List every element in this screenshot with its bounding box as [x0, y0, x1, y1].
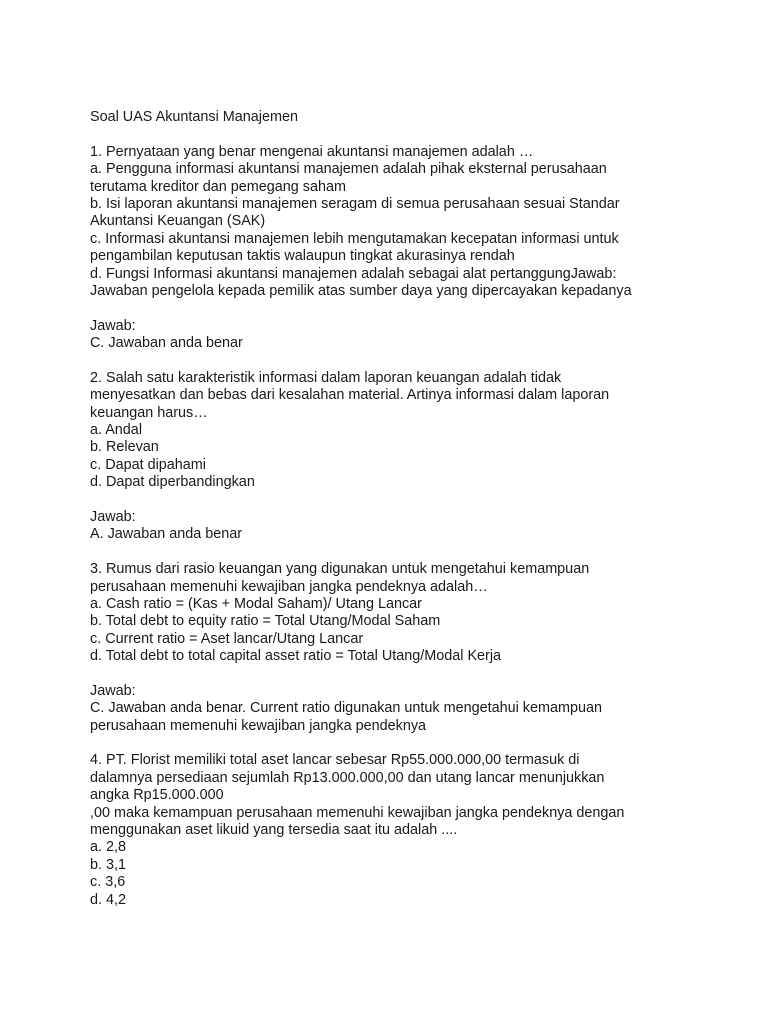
spacer: [90, 735, 760, 752]
option-b: b. Relevan: [90, 439, 159, 456]
option-a: a. Andal: [90, 422, 143, 439]
question-text-continued: dalamnya persediaan sejumlah Rp13.000.000,00 dan utang lancar menunjukkan: [90, 769, 605, 786]
spacer: [90, 352, 760, 369]
question-text: 1. Pernyataan yang benar mengenai akuntansi manajemen adalah …: [90, 143, 534, 160]
option-d-continued: Jawaban pengelola kepada pemilik atas sumber daya yang dipercayakan kepadanya: [90, 282, 632, 299]
question-3: [90, 561, 760, 665]
option-d: d. Dapat diperbandingkan: [90, 474, 255, 491]
spacer: [90, 126, 760, 143]
answer-2: [90, 509, 760, 544]
question-1: [90, 144, 760, 301]
question-text-continued: ,00 maka kemampuan perusahaan memenuhi kewajiban jangka pendeknya dengan: [90, 804, 625, 821]
question-text: 4. PT. Florist memiliki total aset lancar sebesar Rp55.000.000,00 termasuk di: [90, 752, 580, 769]
option-d: d. Total debt to total capital asset ratio = Total Utang/Modal Kerja: [90, 648, 502, 665]
question-text: 3. Rumus dari rasio keuangan yang digunakan untuk mengetahui kemampuan: [90, 561, 590, 578]
answer-text: C. Jawaban anda benar. Current ratio digunakan untuk mengetahui kemampuan: [90, 700, 602, 717]
answer-text-continued: perusahaan memenuhi kewajiban jangka pendeknya: [90, 717, 427, 734]
document-page: [90, 109, 760, 909]
document-title: Soal UAS Akuntansi Manajemen: [90, 109, 298, 125]
answer-label: Jawab:: [90, 682, 136, 699]
answer-label: Jawab:: [90, 508, 136, 525]
question-text-continued: menggunakan aset likuid yang tersedia saat itu adalah ....: [90, 822, 458, 839]
question-text: 2. Salah satu karakteristik informasi dalam laporan keuangan adalah tidak: [90, 369, 562, 386]
answer-text: C. Jawaban anda benar: [90, 335, 243, 352]
answer-1: [90, 318, 760, 353]
option-d: d. 4,2: [90, 891, 127, 908]
question-text-continued: keuangan harus…: [90, 404, 208, 421]
option-b: b. 3,1: [90, 856, 127, 873]
option-d: d. Fungsi Informasi akuntansi manajemen adalah sebagai alat pertanggungJawab:: [90, 265, 617, 282]
answer-label: Jawab:: [90, 317, 136, 334]
option-a: a. 2,8: [90, 839, 127, 856]
option-b: b. Total debt to equity ratio = Total Utang/Modal Saham: [90, 613, 441, 630]
question-2: [90, 370, 760, 492]
question-text-continued: angka Rp15.000.000: [90, 787, 224, 804]
question-text-continued: menyesatkan dan bebas dari kesalahan material. Artinya informasi dalam laporan: [90, 387, 610, 404]
spacer: [90, 492, 760, 509]
option-c: c. Informasi akuntansi manajemen lebih mengutamakan kecepatan informasi untuk: [90, 230, 619, 247]
option-c-continued: pengambilan keputusan taktis walaupun tingkat akurasinya rendah: [90, 248, 515, 265]
option-b-continued: Akuntansi Keuangan (SAK): [90, 213, 266, 230]
option-a-continued: terutama kreditor dan pemegang saham: [90, 178, 346, 195]
option-a: a. Cash ratio = (Kas + Modal Saham)/ Utang Lancar: [90, 595, 422, 612]
option-a: a. Pengguna informasi akuntansi manajemen adalah pihak eksternal perusahaan: [90, 161, 607, 178]
answer-text: A. Jawaban anda benar: [90, 526, 243, 543]
spacer: [90, 544, 760, 561]
option-c: c. Dapat dipahami: [90, 456, 206, 473]
option-c: c. 3,6: [90, 874, 126, 891]
option-c: c. Current ratio = Aset lancar/Utang Lancar: [90, 630, 364, 647]
spacer: [90, 666, 760, 683]
question-text-continued: perusahaan memenuhi kewajiban jangka pendeknya adalah…: [90, 578, 488, 595]
spacer: [90, 300, 760, 317]
question-4: [90, 752, 760, 909]
option-b: b. Isi laporan akuntansi manajemen seragam di semua perusahaan sesuai Standar: [90, 195, 620, 212]
answer-3: [90, 683, 760, 735]
